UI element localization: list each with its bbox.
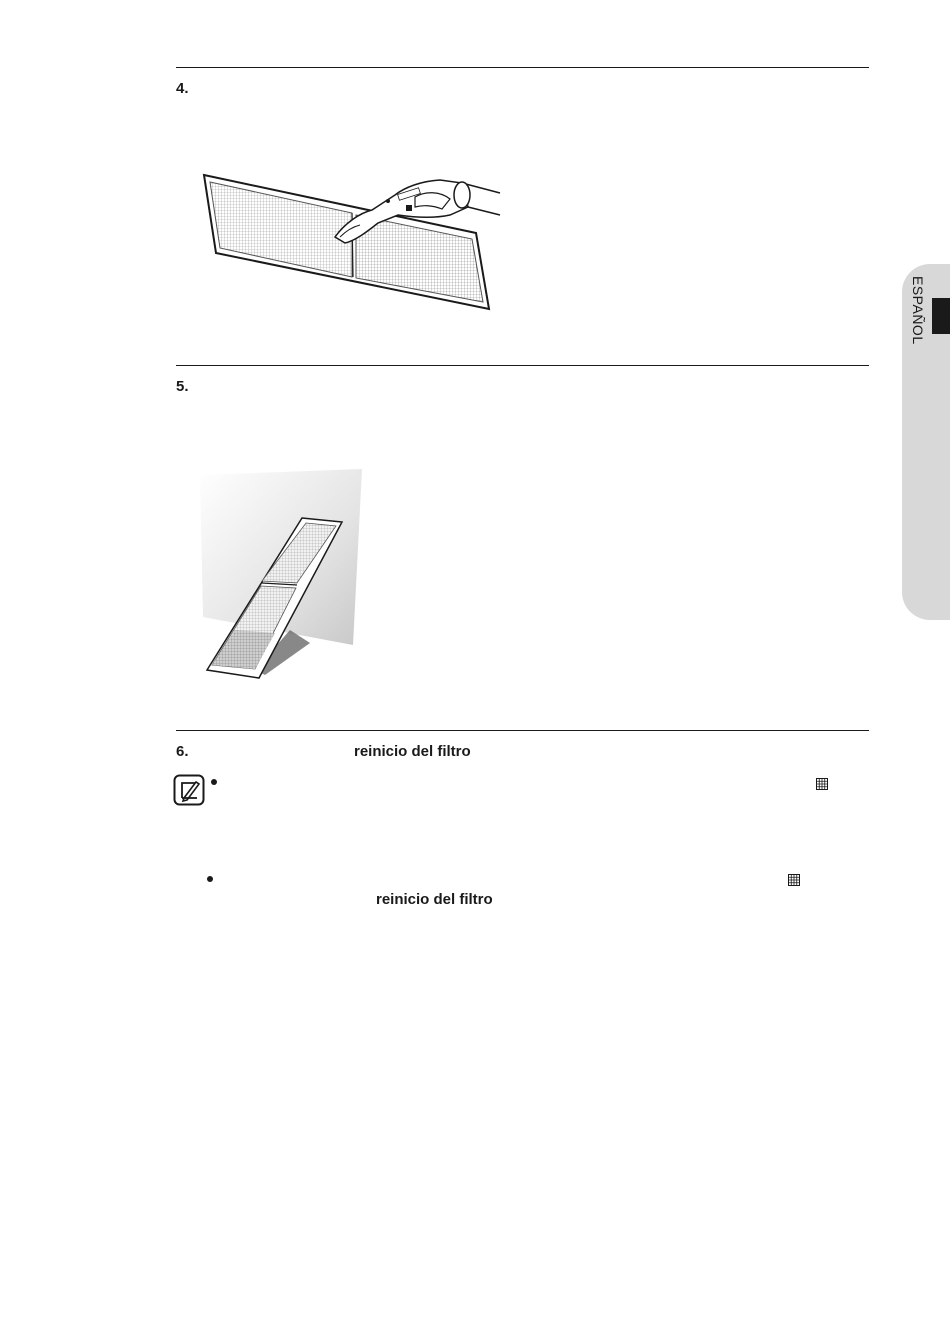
section-divider [176,67,869,68]
bullet-point [211,779,217,785]
step-number: 5. [176,378,189,395]
section-divider [176,730,869,731]
language-tab-label: ESPAÑOL [910,276,926,345]
filter-grid-icon [788,874,800,886]
step-number: 6. [176,743,189,760]
filter-grid-icon [816,778,828,790]
filter-drying-illustration [195,465,370,680]
note-pencil-icon [173,774,205,806]
filter-reset-label: reinicio del filtro [376,891,493,908]
filter-reset-label: reinicio del filtro [354,743,471,760]
step-number: 4. [176,80,189,97]
section-divider [176,365,869,366]
language-tab-marker [932,298,950,334]
vacuum-filter-illustration [200,165,505,315]
bullet-point [207,876,213,882]
